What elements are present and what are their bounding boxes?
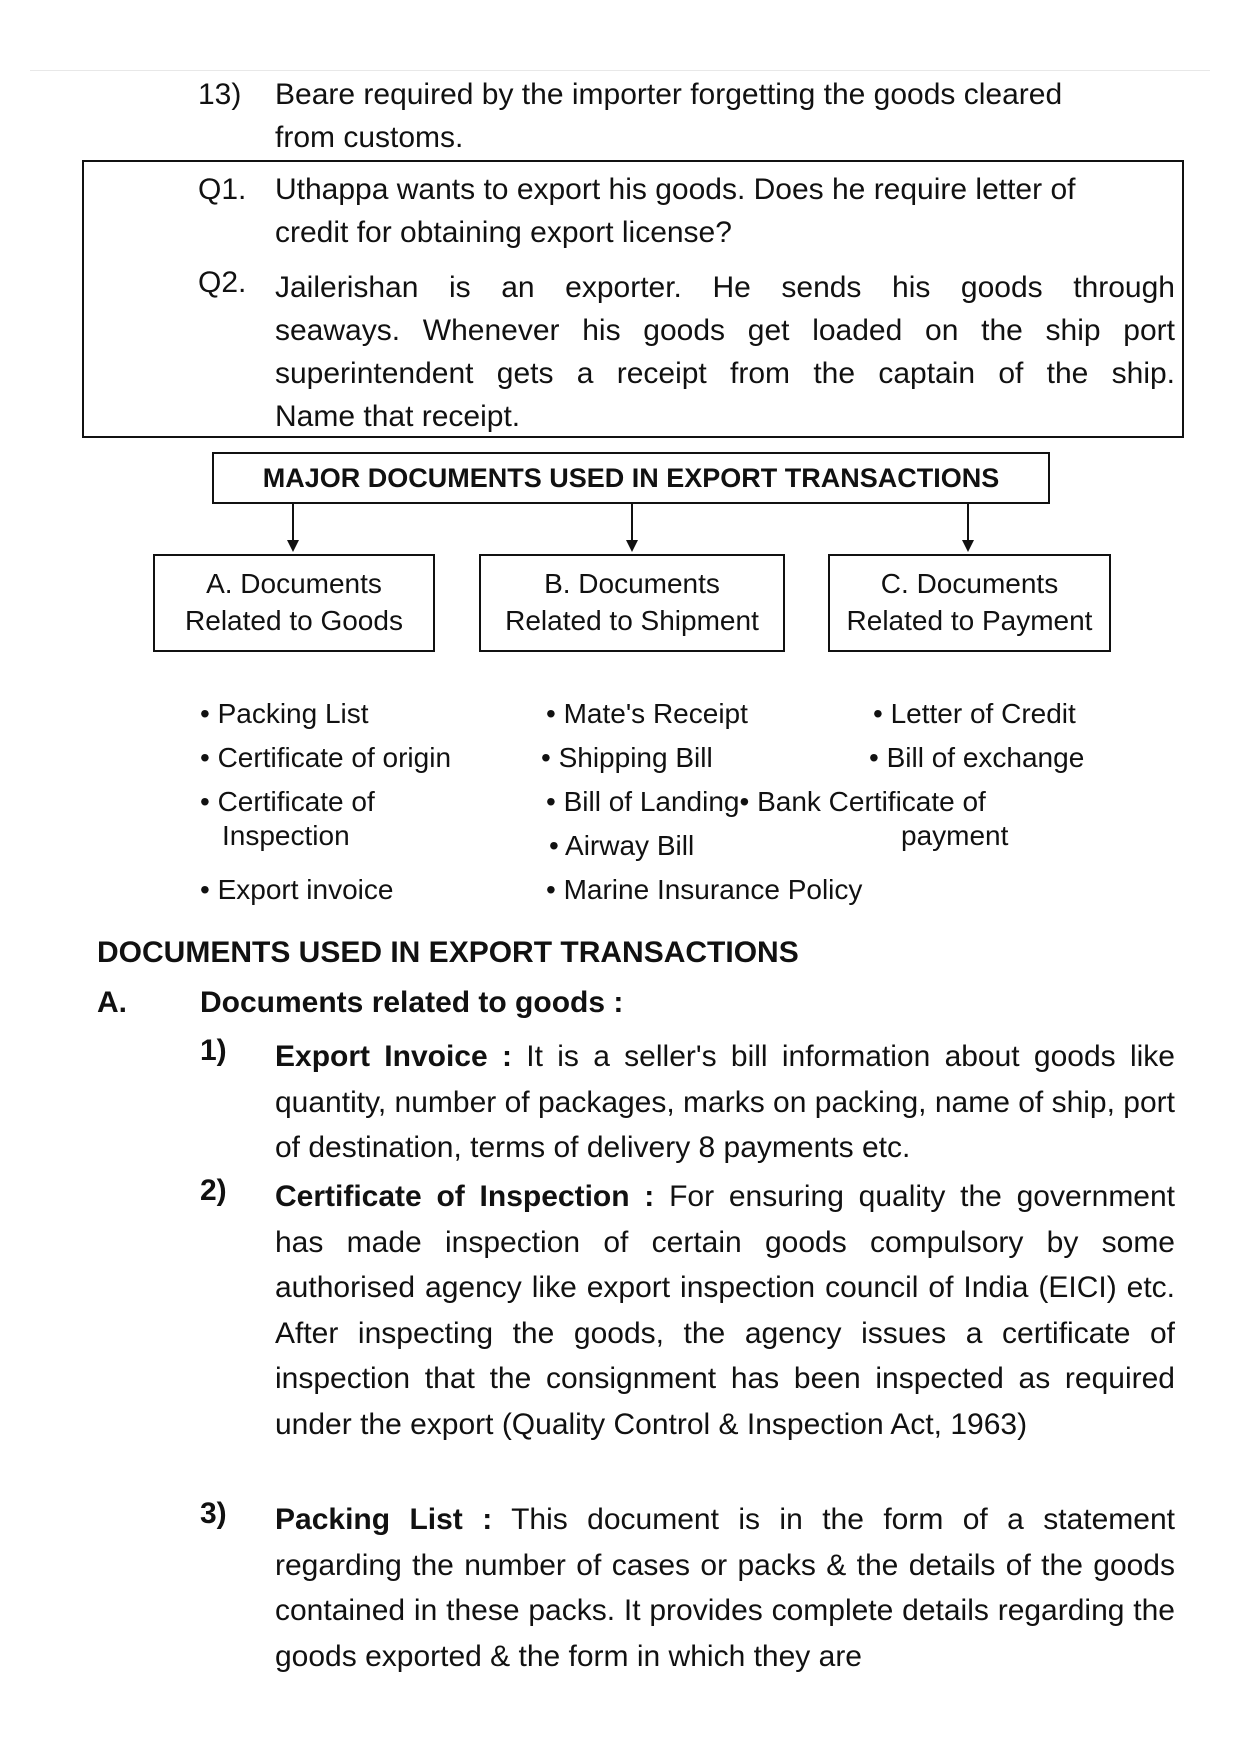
q1-line-1: Uthappa wants to export his goods. Does he require letter of [275,173,1076,206]
doc-item-2-number: 2) [200,1174,227,1207]
item-13-line-2: from customs. [275,121,464,154]
goods-item-certificate-inspection: • Certificate of [200,786,375,817]
doc-item-1-text: It is a seller's bill information about goods like quantity, number of packages, marks on packing, name of ship, port of destination, terms of delivery 8 payments etc. [275,1040,1175,1165]
q1-number: Q1. [198,173,247,206]
shipment-item-marine-insurance: • Marine Insurance Policy [546,874,863,905]
q2-line-2: seaways. Whenever his goods get loaded on the ship port [275,314,1175,347]
shipment-item-bill-of-landing: • Bill of Landing• Bank Certificate of [546,786,986,817]
category-goods-box [153,554,435,652]
doc-item-2-title: Certificate of Inspection : [275,1180,655,1213]
q2-number: Q2. [198,266,247,299]
doc-item-3-body [275,1497,1175,1679]
doc-item-1-title: Export Invoice : [275,1040,512,1073]
arrow-payment [962,504,974,552]
q2-line-1: Jailerishan is an exporter. He sends his goods through [275,271,1175,304]
subsection-letter: A. [97,986,127,1019]
doc-item-3-text: This document is in the form of a statement regarding the number of cases or packs & the details of the goods contained in these packs. It provides complete details regarding the goods exported & the form in which they are [275,1503,1176,1673]
goods-item-certificate-origin: • Certificate of origin [200,742,452,773]
doc-item-1-number: 1) [200,1034,227,1067]
diagram-title: MAJOR DOCUMENTS USED IN EXPORT TRANSACTIONS [212,452,1050,504]
doc-item-1-body [275,1034,1175,1171]
section-heading: DOCUMENTS USED IN EXPORT TRANSACTIONS [97,936,799,969]
category-shipment-line-2: Related to Shipment [505,605,759,636]
shipment-item-airway-bill: • Airway Bill [549,830,695,861]
subsection-heading: Documents related to goods : [200,986,624,1019]
category-payment-line-1: C. Documents [880,568,1059,599]
doc-item-2-body [275,1174,1175,1448]
category-goods-line-1: A. Documents [206,568,382,599]
q2-line-4: Name that receipt. [275,400,521,433]
category-goods-line-2: Related to Goods [185,605,403,636]
item-13-number: 13) [198,78,242,111]
doc-item-3-title: Packing List : [275,1503,493,1536]
payment-item-bill-of-exchange: • Bill of exchange [869,742,1085,773]
shipment-item-shipping-bill: • Shipping Bill [541,742,713,773]
arrow-shipment [626,504,638,552]
arrow-goods [287,504,299,552]
payment-item-letter-of-credit: • Letter of Credit [873,698,1076,729]
goods-item-export-invoice: • Export invoice [200,874,394,905]
q2-line-3: superintendent gets a receipt from the captain of the ship. [275,357,1175,390]
doc-item-2-text: For ensuring quality the government has made inspection of certain goods compulsory by some authorised agency like export inspection council of India (EICI) etc. After inspecting the goods, the agency issues a certificate of inspection that the consignment has been inspected as required under the export (Quality Control & Inspection Act, 1963) [275,1180,1176,1441]
goods-item-inspection-cont: Inspection [222,820,350,851]
payment-item-payment-cont: payment [901,820,1009,851]
goods-item-packing-list: • Packing List [200,698,369,729]
doc-item-3-number: 3) [200,1497,227,1530]
q1-line-2: credit for obtaining export license? [275,216,732,249]
item-13-line-1: Beare required by the importer forgetting the goods cleared [275,78,1063,111]
category-payment-box [828,554,1111,652]
category-shipment-box [479,554,785,652]
diagram-arrows [0,0,1240,560]
category-shipment-line-1: B. Documents [544,568,720,599]
category-payment-line-2: Related to Payment [846,605,1093,636]
shipment-item-mates-receipt: • Mate's Receipt [546,698,748,729]
